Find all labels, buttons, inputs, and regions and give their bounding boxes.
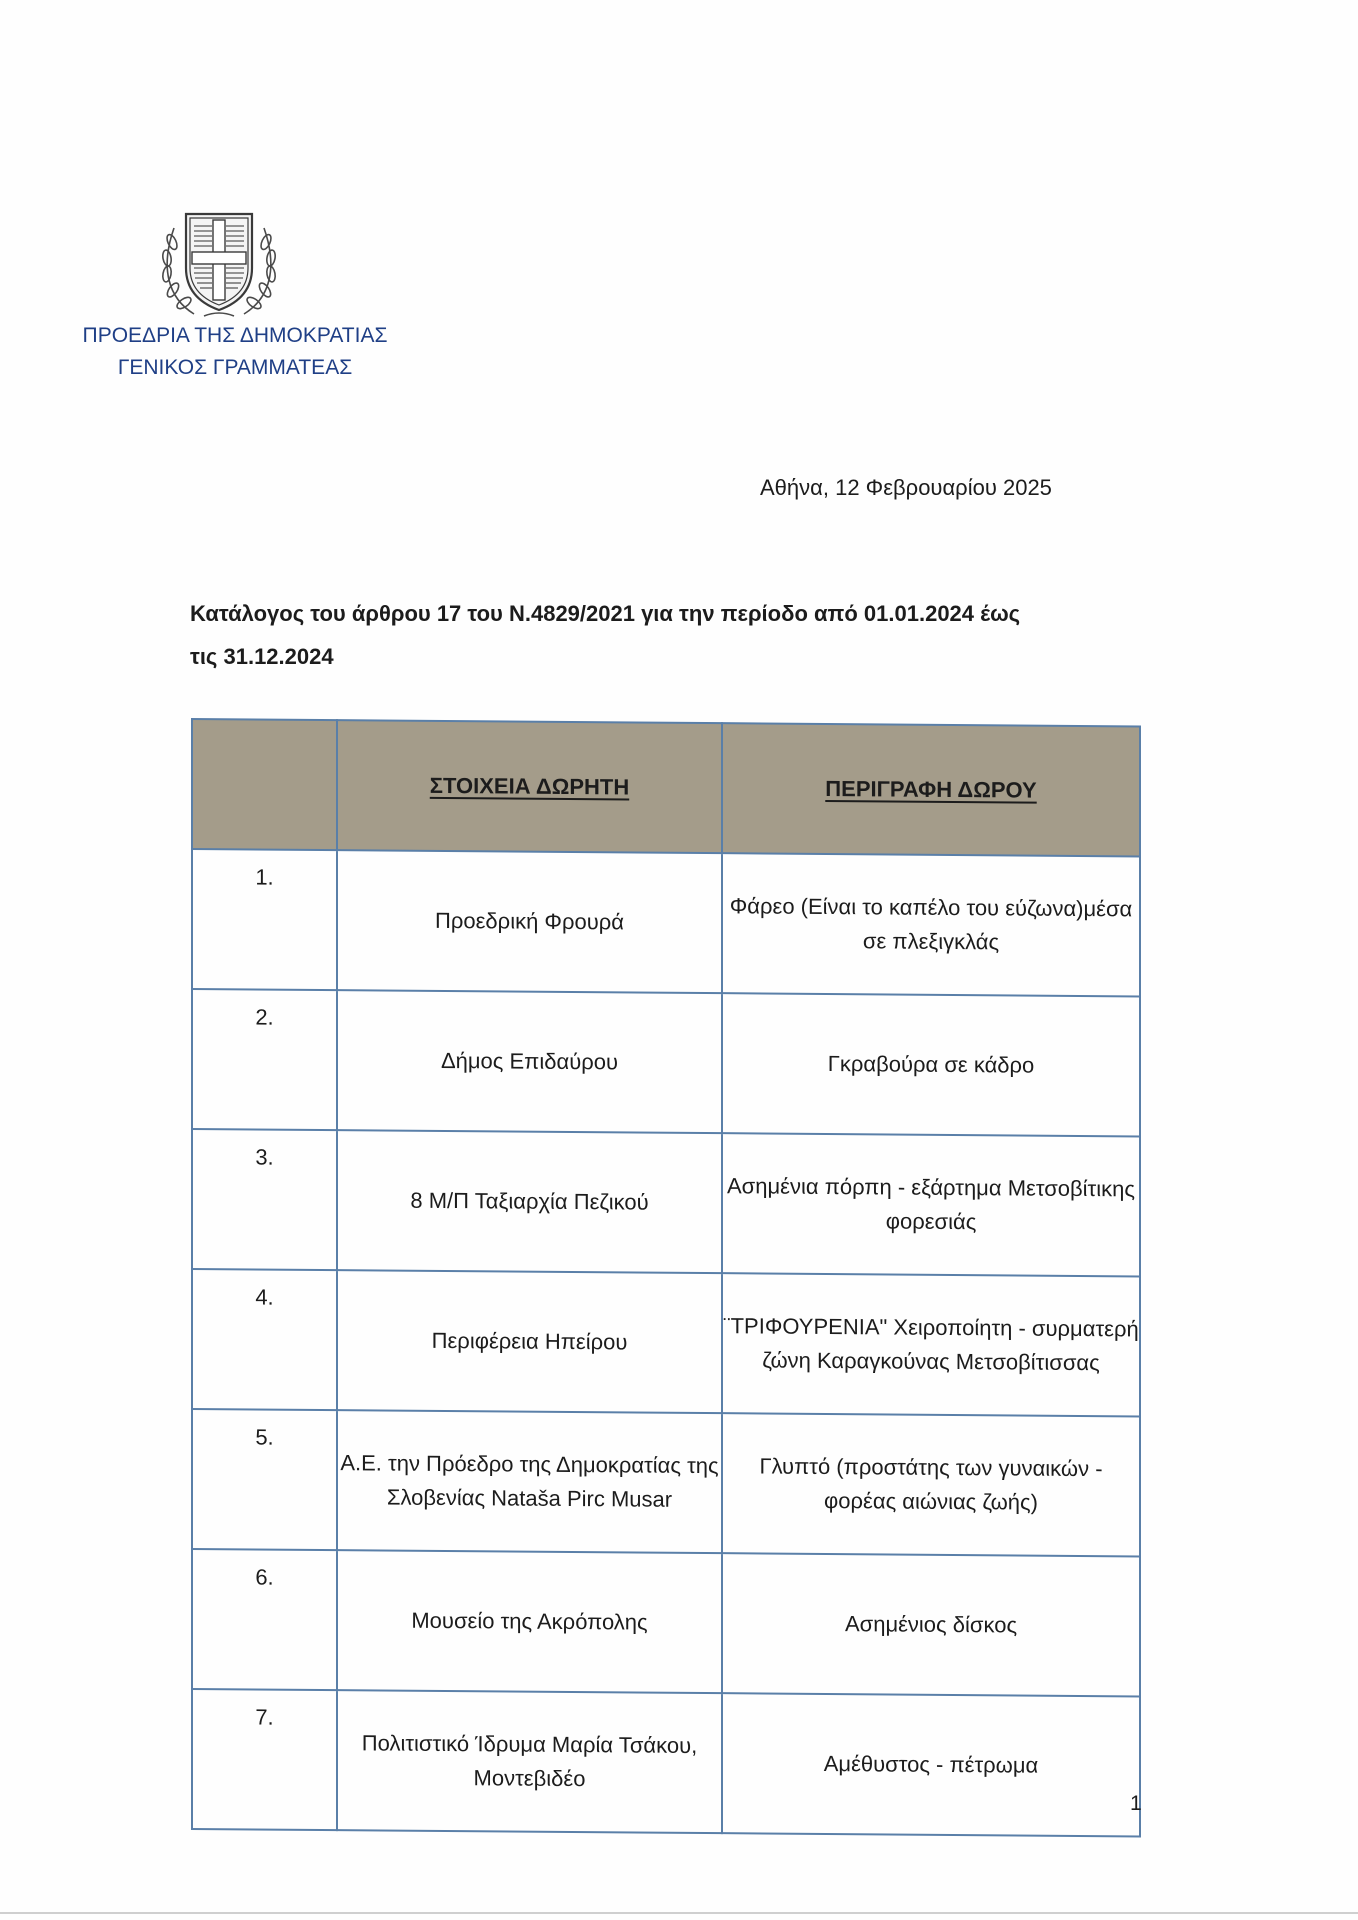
table-row [192,1689,1140,1836]
column-header-donor: ΣΤΟΙΧΕΙΑ ΔΩΡΗΤΗ [337,720,722,853]
document-title [190,592,1160,678]
gift-cell: Αμέθυστος - πέτρωμα [722,1693,1140,1836]
gift-cell: Ασημένια πόρπη - εξάρτημα Μετσοβίτικης φορεσιάς [722,1133,1140,1276]
row-number: 6. [192,1549,337,1690]
scan-edge-divider [0,1912,1358,1914]
organization-header [40,320,430,384]
row-number: 4. [192,1269,337,1410]
column-header-number [192,719,337,850]
gift-cell: ¨ΤΡΙΦΟΥΡΕΝΙΑ" Χειροποίητη - συρματερή ζώνη Καραγκούνας Μετσοβίτισσας [722,1273,1140,1416]
row-number: 3. [192,1129,337,1270]
document-date: Αθήνα, 12 Φεβρουαρίου 2025 [760,475,1052,500]
row-number: 2. [192,989,337,1130]
document-title-line-2: τις 31.12.2024 [190,644,334,669]
row-number: 7. [192,1689,337,1830]
donor-cell: 8 Μ/Π Ταξιαρχία Πεζικού [337,1130,722,1273]
organization-name: ΠΡΟΕΔΡΙΑ ΤΗΣ ΔΗΜΟΚΡΑΤΙΑΣ [82,324,388,347]
table-row [192,1409,1140,1556]
donor-cell: Α.Ε. την Πρόεδρο της Δημοκρατίας της Σλοβενίας Nataša Pirc Musar [337,1410,722,1553]
table-row [192,989,1140,1136]
table-row [192,1549,1140,1696]
organization-department: ΓΕΝΙΚΟΣ ΓΡΑΜΜΑΤΕΑΣ [117,356,353,379]
donor-cell: Μουσείο της Ακρόπολης [337,1550,722,1693]
gift-cell: Ασημένιος δίσκος [722,1553,1140,1696]
gifts-table [191,718,1141,1837]
gift-cell: Φάρεο (Είναι το καπέλο του εύζωνα)μέσα σε πλεξιγκλάς [722,853,1140,996]
greek-coat-of-arms-icon [154,206,284,324]
gift-cell: Γλυπτό (προστάτης των γυναικών - φορέας αιώνιας ζωής) [722,1413,1140,1556]
donor-cell: Προεδρική Φρουρά [337,850,722,993]
page-number: 1 [1130,1792,1142,1815]
row-number: 1. [192,849,337,990]
gift-cell: Γκραβούρα σε κάδρο [722,993,1140,1136]
table-row [192,849,1140,996]
donor-cell: Δήμος Επιδαύρου [337,990,722,1133]
donor-cell: Περιφέρεια Ηπείρου [337,1270,722,1413]
table-header-row [192,719,1140,856]
table-row [192,1129,1140,1276]
donor-cell: Πολιτιστικό Ίδρυμα Μαρία Τσάκου, Μοντεβιδέο [337,1690,722,1833]
column-header-gift: ΠΕΡΙΓΡΑΦΗ ΔΩΡΟΥ [722,723,1140,856]
table-row [192,1269,1140,1416]
row-number: 5. [192,1409,337,1550]
document-title-line-1: Κατάλογος του άρθρου 17 του Ν.4829/2021 για την περίοδο από 01.01.2024 έως [190,601,1021,626]
